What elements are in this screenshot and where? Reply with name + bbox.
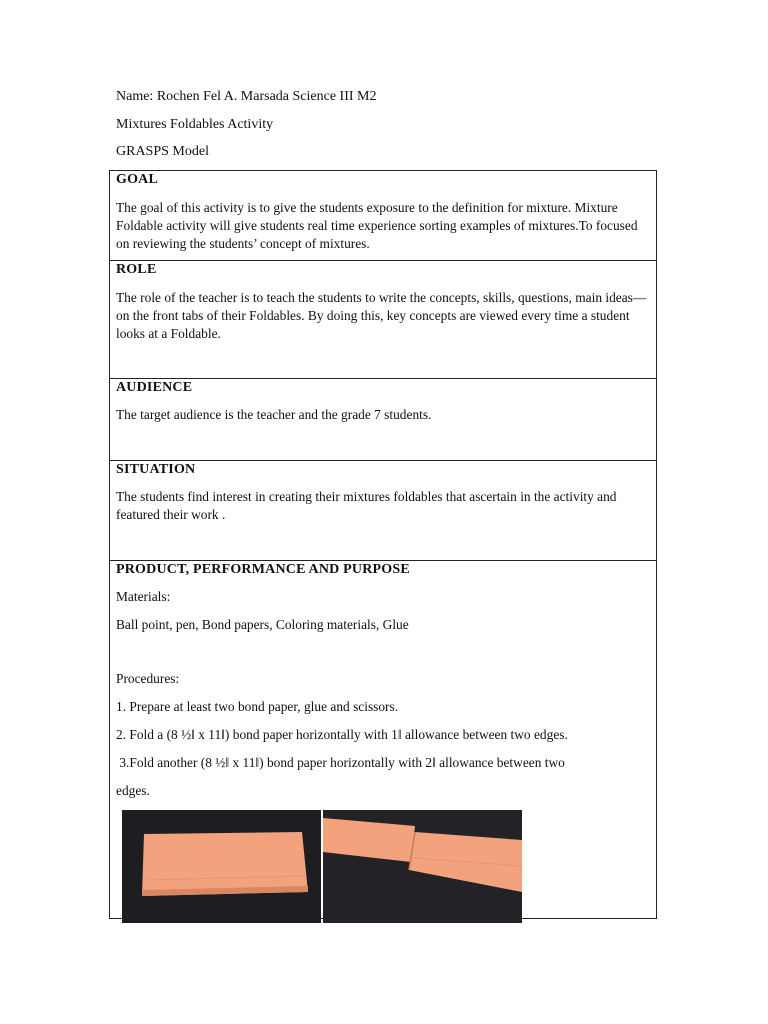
product-heading: PRODUCT, PERFORMANCE AND PURPOSE	[116, 562, 410, 577]
procedure-step: 2. Fold a (8 ½‖ x 11‖) bond paper horizontally with 1‖ allowance between two edges.	[116, 727, 568, 742]
student-name-line: Name: Rochen Fel A. Marsada Science III M2	[116, 89, 377, 104]
role-text: The role of the teacher is to teach the students to write the concepts, skills, questions, main ideas—on the front tabs of their Foldables. By doing this, key concepts are viewed every time a student looks at a Foldable.	[116, 290, 647, 341]
audience-section	[110, 379, 656, 461]
product-section	[110, 561, 656, 918]
situation-heading: SITUATION	[116, 462, 196, 477]
activity-title: Mixtures Foldables Activity	[116, 117, 274, 132]
folded-paper-photo	[122, 810, 321, 923]
grasps-table	[109, 170, 657, 919]
folded-paper-photo	[323, 810, 522, 923]
goal-text: The goal of this activity is to give the students exposure to the definition for mixture. Mixture Foldable activity will give students real time experience sorting examples of mixtures.To focused on reviewing the students’ concept of mixtures.	[116, 200, 638, 251]
goal-heading: GOAL	[116, 172, 159, 187]
procedure-step: 3.Fold another (8 ½‖ x 11‖) bond paper horizontally with 2‖ allowance between two	[116, 755, 565, 770]
materials-list: Ball point, pen, Bond papers, Coloring materials, Glue	[116, 617, 409, 632]
procedures-label: Procedures:	[116, 671, 180, 686]
folded-paper-illustration	[122, 810, 321, 923]
situation-section	[110, 461, 656, 561]
model-title: GRASPS Model	[116, 144, 209, 159]
audience-heading: AUDIENCE	[116, 380, 193, 395]
materials-label: Materials:	[116, 589, 171, 604]
goal-section	[110, 171, 656, 261]
audience-text: The target audience is the teacher and the grade 7 students.	[116, 407, 432, 422]
role-heading: ROLE	[116, 262, 157, 277]
procedure-step: 1. Prepare at least two bond paper, glue and scissors.	[116, 699, 399, 714]
procedure-step-continuation: edges.	[116, 783, 150, 798]
role-section	[110, 261, 656, 379]
folded-paper-illustration	[323, 810, 522, 923]
situation-text: The students find interest in creating their mixtures foldables that ascertain in the activity and featured their work .	[116, 489, 617, 522]
